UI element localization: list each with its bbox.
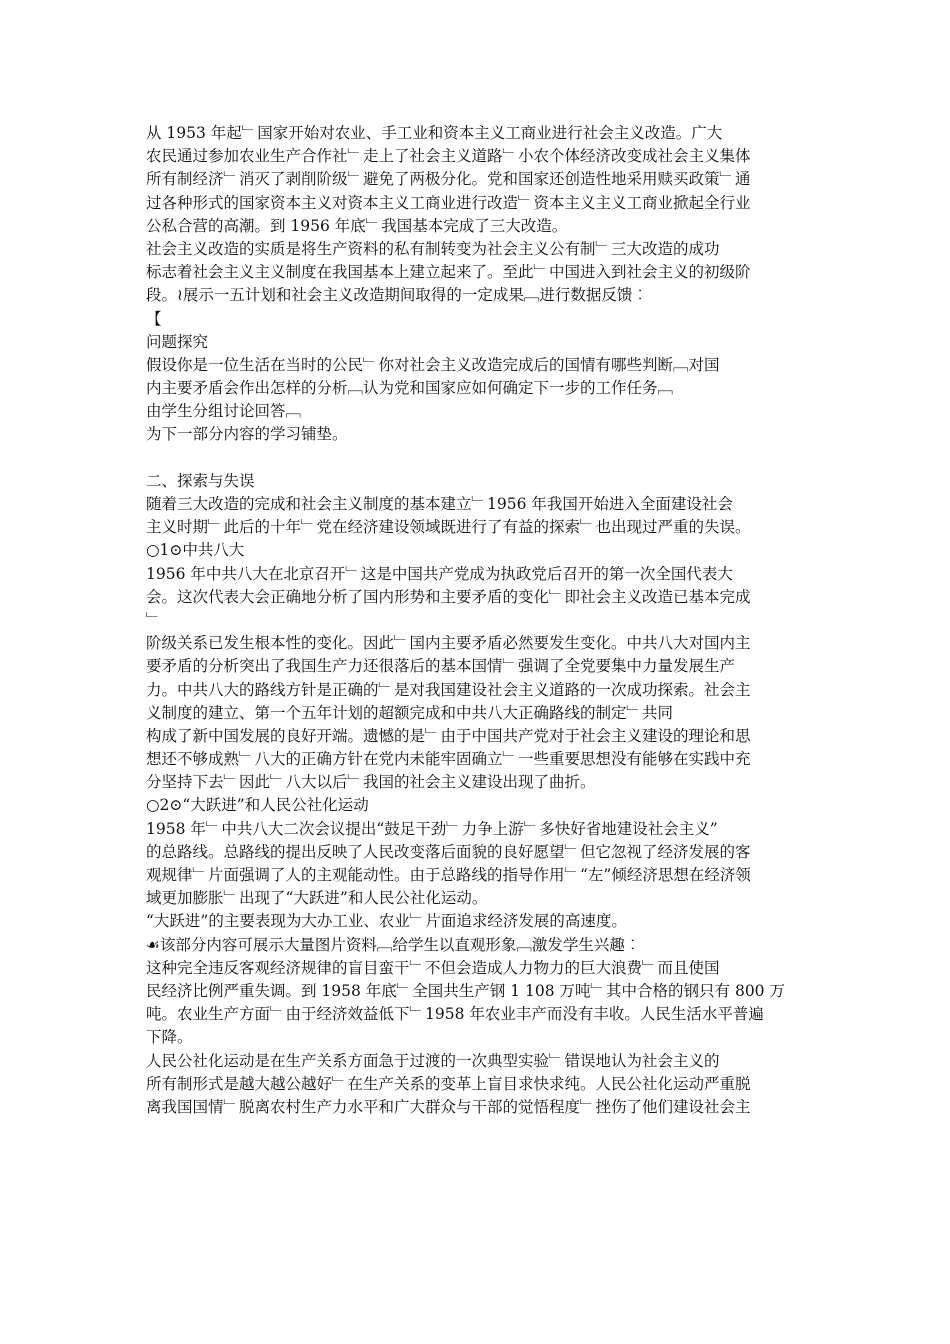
- text-line: 想还不够成熟﹂八大的正确方针在党内未能牢固确立﹂一些重要思想没有能够在实践中充: [146, 750, 751, 769]
- text-line: 主义时期﹂此后的十年﹂党在经济建设领域既进行了有益的探索﹂也出现过严重的失误。: [146, 518, 751, 537]
- text-line: 随着三大改造的完成和社会主义制度的基本建立﹂1956 年我国开始进入全面建设社会: [146, 495, 733, 513]
- text-line: 这种完全违反客观经济规律的盲目蛮干﹂不但会造成人力物力的巨大浪费﹂而且使国: [146, 958, 720, 977]
- section-heading: 二、探索与失误: [146, 471, 255, 490]
- document-body: [146, 122, 826, 1119]
- text-line: 过各种形式的国家资本主义对资本主义工商业进行改造﹂资本主义主义工商业掀起全行业: [146, 193, 751, 212]
- text-line: 1958 年﹂中共八大二次会议提出“鼓足干劲﹂力争上游﹂多快好省地建设社会主义”: [146, 819, 718, 838]
- text-line: 构成了新中国发展的良好开端。遗憾的是﹂由于中国共产党对于社会主义建设的理论和思: [146, 726, 751, 745]
- bracket-mark: 【: [146, 309, 162, 328]
- text-line: 假设你是一位生活在当时的公民﹂你对社会主义改造完成后的国情有哪些判断﹇对国: [146, 355, 720, 374]
- text-line: 民经济比例严重失调。到 1958 年底﹂全国共生产钢 1 108 万吨﹂其中合格的钢只有 800 万: [146, 981, 785, 1000]
- text-line: “大跃进”的主要表现为大办工业、农业﹂片面追求经济发展的高速度。: [146, 912, 627, 931]
- text-line: 农民通过参加农业生产合作社﹂走上了社会主义道路﹂小农个体经济改变成社会主义集体: [146, 147, 751, 166]
- text-line: 1956 年中共八大在北京召开﹂这是中国共产党成为执政党后召开的第一次全国代表大: [146, 564, 733, 583]
- text-line: 离我国国情﹂脱离农村生产力水平和广大群众与干部的觉悟程度﹂挫伤了他们建设社会主: [146, 1097, 751, 1116]
- text-line: 段。≀展示一五计划和社会主义改造期间取得的一定成果﹇进行数据反馈︰: [146, 286, 648, 305]
- text-line: 所有制形式是越大越公越好﹂在生产关系的变革上盲目求快求纯。人民公社化运动严重脱: [146, 1074, 751, 1093]
- text-line: 从 1953 年起﹂国家开始对农业、手工业和资本主义工商业进行社会主义改造。广大: [146, 124, 723, 142]
- text-line: 内主要矛盾会作出怎样的分析﹇认为党和国家应如何确定下一步的工作任务﹇: [146, 379, 674, 398]
- text-line: 由学生分组讨论回答﹇: [146, 402, 302, 421]
- text-line: 阶级关系已发生根本性的变化。因此﹂国内主要矛盾必然要发生变化。中共八大对国内主: [146, 634, 751, 653]
- text-line: 社会主义改造的实质是将生产资料的私有制转变为社会主义公有制﹂三大改造的成功: [146, 239, 720, 258]
- text-line: 的总路线。总路线的提出反映了人民改变落后面貌的良好愿望﹂但它忽视了经济发展的客: [146, 842, 751, 861]
- text-line: 标志着社会主义主义制度在我国基本上建立起来了。至此﹂中国进入到社会主义的初级阶: [146, 263, 751, 282]
- text-line: 所有制经济﹂消灭了剥削阶级﹂避免了两极分化。党和国家还创造性地采用赎买政策﹂通: [146, 170, 751, 189]
- text-line: 吨。农业生产方面﹂由于经济效益低下﹂1958 年农业丰产而没有丰收。人民生活水平普遍: [146, 1005, 764, 1024]
- text-line: 分坚持下去﹂因此﹂八大以后﹂我国的社会主义建设出现了曲折。: [146, 773, 596, 792]
- blank-line: [146, 447, 826, 470]
- text-line: ☙该部分内容可展示大量图片资料﹇给学生以直观形象﹇激发学生兴趣︰: [146, 935, 641, 954]
- subsection-heading: ○2⊙“大跃进”和人民公社化运动: [146, 796, 369, 815]
- text-line: 义制度的建立、第一个五年计划的超额完成和中共八大正确路线的制定﹂共同: [146, 703, 674, 722]
- text-line: 为下一部分内容的学习铺垫。: [146, 425, 348, 444]
- text-line: 域更加膨胀﹂出现了“大跃进”和人民公社化运动。: [146, 889, 488, 908]
- text-line: 下降。: [146, 1028, 193, 1047]
- text-line: 公私合营的高潮。到 1956 年底﹂我国基本完成了三大改造。: [146, 216, 568, 235]
- subsection-heading: ○1⊙中共八大: [146, 541, 245, 560]
- text-line: 人民公社化运动是在生产关系方面急于过渡的一次典型实验﹂错误地认为社会主义的: [146, 1051, 720, 1070]
- text-line: 要矛盾的分析突出了我国生产力还很落后的基本国情﹂强调了全党要集中力量发展生产: [146, 657, 736, 676]
- text-line: 会。这次代表大会正确地分析了国内形势和主要矛盾的变化﹂即社会主义改造已基本完成: [146, 587, 751, 606]
- section-heading-question: 问题探究: [146, 332, 209, 351]
- text-line: 力。中共八大的路线方针是正确的﹂是对我国建设社会主义道路的一次成功探索。社会主: [146, 680, 751, 699]
- text-line: ﹂: [146, 610, 162, 629]
- text-line: 观规律﹂片面强调了人的主观能动性。由于总路线的指导作用﹂“左”倾经济思想在经济领: [146, 866, 751, 884]
